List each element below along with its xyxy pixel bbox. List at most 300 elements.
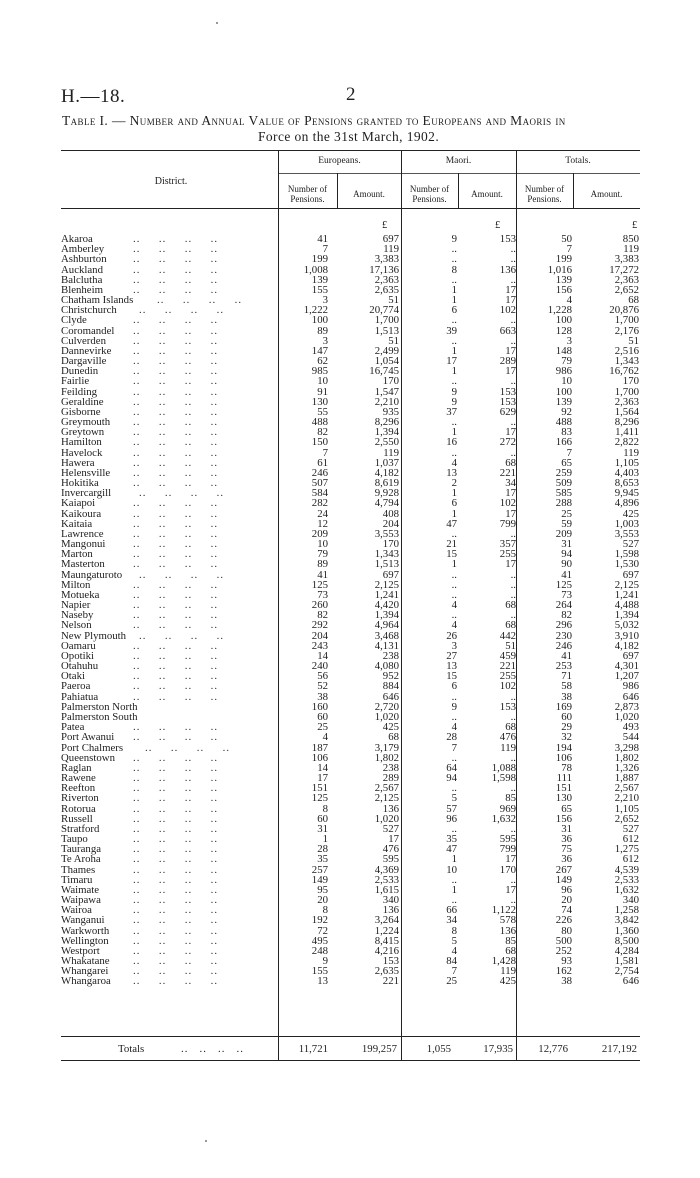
europeans-amount-cell: 408 xyxy=(382,507,399,520)
district-name: Dunedin xyxy=(61,365,99,378)
europeans-amount-cell: 884 xyxy=(382,680,399,693)
leader-dots: .. .. .. .. xyxy=(133,914,219,927)
maori-amount-cell: .. xyxy=(510,710,516,723)
europeans-number-cell: 9 xyxy=(322,955,328,968)
top-rule xyxy=(61,150,640,151)
totals-amount-cell: 2,516 xyxy=(614,344,639,357)
totals-number-header xyxy=(516,184,573,204)
page-number: 2 xyxy=(346,84,356,105)
europeans-number-cell: 1,222 xyxy=(303,304,328,317)
totals-amount-cell: 2,873 xyxy=(614,700,639,713)
maori-number-cell: 6 xyxy=(451,304,457,317)
totals-amount-cell: 1,105 xyxy=(614,802,639,815)
leader-dots: .. .. .. .. xyxy=(133,822,219,835)
europeans-amount-cell: 170 xyxy=(382,538,399,551)
maori-number-cell: .. xyxy=(451,527,457,540)
table-title-main: Number and Annual Value of Pensions granted to Europeans and Maoris in xyxy=(129,113,566,128)
europeans-number-cell: 1,008 xyxy=(303,263,328,276)
totals-amount-cell: 4,301 xyxy=(614,660,639,673)
leader-dots: .. .. .. .. xyxy=(133,497,219,510)
totals-amount-cell: 1,258 xyxy=(614,904,639,917)
totals-number-cell: 156 xyxy=(555,812,572,825)
europeans-amount-cell: 476 xyxy=(382,843,399,856)
maori-amount-cell: 153 xyxy=(499,395,516,408)
europeans-number-cell: 62 xyxy=(317,355,328,368)
maori-number-header xyxy=(401,184,458,204)
leader-dots: .. .. .. .. xyxy=(133,873,219,886)
europeans-number-cell: 13 xyxy=(317,975,328,988)
maori-number-cell: 1 xyxy=(451,487,457,500)
district-name: Waipawa xyxy=(61,894,101,907)
header-bottom-rule xyxy=(61,208,640,209)
europeans-amount-cell: 425 xyxy=(382,721,399,734)
maori-number-cell: 37 xyxy=(446,405,457,418)
europeans-amount-cell: 1,513 xyxy=(374,558,399,571)
maori-number-cell: .. xyxy=(451,416,457,429)
maori-amount-cell: 272 xyxy=(499,436,516,449)
totals-number-cell: 7 xyxy=(566,446,572,459)
totals-number-cell: 4 xyxy=(566,294,572,307)
maori-amount-cell: 68 xyxy=(505,944,516,957)
maori-number-cell: .. xyxy=(451,822,457,835)
maori-number-cell: .. xyxy=(451,243,457,256)
totals-number-cell: 79 xyxy=(561,355,572,368)
europeans-amount-cell: 2,499 xyxy=(374,344,399,357)
totals-number-cell: 73 xyxy=(561,588,572,601)
totals-number-cell: 156 xyxy=(555,283,572,296)
totals-amount-header: Amount. xyxy=(590,189,623,199)
totals-number-cell: 78 xyxy=(561,761,572,774)
totals-number-cell: 1,228 xyxy=(547,304,572,317)
leader-dots: .. .. .. .. xyxy=(133,802,219,815)
europeans-number-cell: 149 xyxy=(311,873,328,886)
district-name: Milton xyxy=(61,578,91,591)
totals-number-cell: 36 xyxy=(561,833,572,846)
totals-top-rule xyxy=(61,1036,640,1037)
europeans-amount-cell: 170 xyxy=(382,375,399,388)
totals-number-cell: 65 xyxy=(561,456,572,469)
totals-amount-cell: 1,343 xyxy=(614,355,639,368)
europeans-header: Europeans. xyxy=(318,156,361,166)
leader-dots: .. .. .. .. xyxy=(133,944,219,957)
district-name: Queenstown xyxy=(61,751,115,764)
totals-number-cell: 31 xyxy=(561,538,572,551)
maori-number-cell: 7 xyxy=(451,741,457,754)
europeans-amount-cell: 2,635 xyxy=(374,283,399,296)
maori-amount-cell: .. xyxy=(510,243,516,256)
europeans-amount-cell: 340 xyxy=(382,894,399,907)
europeans-amount-cell: 238 xyxy=(382,649,399,662)
totals-amount-cell: 697 xyxy=(622,568,639,581)
maori-amount-cell: 799 xyxy=(499,843,516,856)
maori-amount-cell: 153 xyxy=(499,233,516,245)
leader-dots: .. .. .. .. xyxy=(133,761,219,774)
leader-dots: .. .. .. .. xyxy=(133,263,219,276)
totals-amount-cell: 1,020 xyxy=(614,710,639,723)
leader-dots: .. .. .. .. xyxy=(133,365,219,378)
totals-number-cell: 288 xyxy=(555,497,572,510)
maori-number-cell: 1 xyxy=(451,426,457,439)
maori-amount-cell: 17 xyxy=(505,507,516,520)
leader-dots: .. .. .. .. xyxy=(133,690,219,703)
district-name: Waimate xyxy=(61,883,100,896)
europeans-amount-cell: 2,533 xyxy=(374,873,399,886)
maori-amount-cell: .. xyxy=(510,822,516,835)
totals-amount-cell: 1,105 xyxy=(614,456,639,469)
leader-dots: .. .. .. .. xyxy=(133,517,219,530)
europeans-amount-cell: 1,020 xyxy=(374,812,399,825)
leader-dots: .. .. .. .. xyxy=(133,375,219,388)
totals-amount-cell: 4,539 xyxy=(614,863,639,876)
maori-number-cell: 1 xyxy=(451,853,457,866)
maori-number-cell: 25 xyxy=(446,975,457,988)
totals-number-cell: 209 xyxy=(555,527,572,540)
totals-number-cell: 38 xyxy=(561,975,572,988)
europeans-number-cell: 282 xyxy=(311,497,328,510)
district-name: Port Chalmers xyxy=(61,741,124,754)
leader-dots: .. .. .. .. xyxy=(133,477,219,490)
maori-number-cell: 6 xyxy=(451,497,457,510)
leader-dots: .. .. .. .. xyxy=(133,782,219,795)
maori-amount-cell: 629 xyxy=(499,405,516,418)
europeans-amount-cell: 1,547 xyxy=(374,385,399,398)
totals-amount-cell: 2,652 xyxy=(614,812,639,825)
district-name: Riverton xyxy=(61,792,99,805)
district-name: Patea xyxy=(61,721,85,734)
europeans-amount-cell: 4,369 xyxy=(374,863,399,876)
totals-number-cell: 29 xyxy=(561,721,572,734)
maori-number-cell: .. xyxy=(451,690,457,703)
europeans-number-cell: 24 xyxy=(317,507,328,520)
europeans-number-cell: 17 xyxy=(317,772,328,784)
district-name: Clyde xyxy=(61,314,87,327)
europeans-amount-cell: 4,131 xyxy=(374,639,399,652)
totals-number-cell: 230 xyxy=(555,629,572,642)
europeans-amount-cell: 20,774 xyxy=(369,304,399,317)
europeans-amount-cell: 1,020 xyxy=(374,710,399,723)
table-row xyxy=(61,700,640,713)
totals-amount-cell: 2,210 xyxy=(614,792,639,805)
totals-number-cell: 25 xyxy=(561,507,572,520)
totals-amount-cell: 3,910 xyxy=(614,629,639,642)
europeans-amount-cell: 3,383 xyxy=(374,253,399,266)
district-name: Reefton xyxy=(61,782,96,795)
district-name: Paeroa xyxy=(61,680,91,693)
totals-header: Totals. xyxy=(565,156,591,166)
leader-dots: .. .. .. .. xyxy=(133,253,219,266)
maori-number-cell: 8 xyxy=(451,263,457,276)
maori-number-cell: .. xyxy=(451,609,457,622)
totals-number-cell: 60 xyxy=(561,710,572,723)
maori-amount-cell: 255 xyxy=(499,670,516,683)
maori-number-cell: 4 xyxy=(451,944,457,957)
europeans-amount-cell: 204 xyxy=(382,517,399,530)
europeans-amount-cell: 697 xyxy=(382,568,399,581)
district-name: Havelock xyxy=(61,446,103,459)
maori-number-cell: .. xyxy=(451,568,457,581)
totals-amount-cell: 9,945 xyxy=(614,487,639,500)
maori-amount-cell: 1,632 xyxy=(491,812,516,825)
totals-number-cell: 162 xyxy=(555,965,572,978)
maori-number-cell: 34 xyxy=(446,914,457,927)
maori-number-cell: 9 xyxy=(451,395,457,408)
totals-number-cell: 169 xyxy=(555,700,572,713)
europeans-number-cell: 12 xyxy=(317,517,328,530)
totals-number-cell: 166 xyxy=(555,436,572,449)
europeans-number-cell: 147 xyxy=(311,344,328,357)
district-name: Taupo xyxy=(61,833,88,846)
leader-dots: .. .. .. .. xyxy=(139,487,225,500)
europeans-number-cell: 160 xyxy=(311,700,328,713)
totals-number-cell: 509 xyxy=(555,477,572,490)
europeans-amount-cell: 4,216 xyxy=(374,944,399,957)
table-title-line2: Force on the 31st March, 1902. xyxy=(258,129,440,144)
totals-number-cell: 83 xyxy=(561,426,572,439)
totals-amount-cell: 612 xyxy=(622,853,639,866)
leader-dots: .. .. .. .. xyxy=(139,568,225,581)
totals-number-cell: 65 xyxy=(561,802,572,815)
leader-dots: .. .. .. .. xyxy=(133,385,219,398)
totals-number-cell: 90 xyxy=(561,558,572,571)
europeans-number-cell: 60 xyxy=(317,812,328,825)
leader-dots: .. .. .. .. xyxy=(133,843,219,856)
maori-amount-cell: 85 xyxy=(505,934,516,947)
speck xyxy=(216,22,218,24)
europeans-number-cell: 8 xyxy=(322,904,328,917)
maori-number-cell: 8 xyxy=(451,924,457,937)
totals-amount-cell: 1,887 xyxy=(614,772,639,784)
maori-amount-cell: .. xyxy=(510,751,516,764)
district-name: Blenheim xyxy=(61,283,103,296)
europeans-amount-cell: 153 xyxy=(382,955,399,968)
totals-amount-cell: 4,896 xyxy=(614,497,639,510)
maori-number-cell: 10 xyxy=(446,863,457,876)
maori-number-cell: .. xyxy=(451,446,457,459)
district-name: Rotorua xyxy=(61,802,96,815)
totals-number-cell: 92 xyxy=(561,405,572,418)
leader-dots: .. .. .. .. xyxy=(133,558,219,571)
totals-number-cell: 151 xyxy=(555,782,572,795)
europeans-number-cell: 10 xyxy=(317,375,328,388)
totals-number-cell: 253 xyxy=(555,660,572,673)
maori-number-cell: 1 xyxy=(451,883,457,896)
maori-amount-cell: 357 xyxy=(499,538,516,551)
district-name: Port Awanui xyxy=(61,731,115,744)
totals-number-cell: 259 xyxy=(555,466,572,479)
europeans-number-cell: 31 xyxy=(317,822,328,835)
europeans-amount-cell: 17 xyxy=(388,833,399,846)
europeans-amount-cell: 3,264 xyxy=(374,914,399,927)
europeans-number-cell: 8 xyxy=(322,802,328,815)
district-name: Motueka xyxy=(61,588,100,601)
group-rule xyxy=(278,173,640,174)
totals-label: Totals xyxy=(118,1043,145,1055)
leader-dots: .. .. .. .. xyxy=(133,619,219,632)
europeans-number-cell: 89 xyxy=(317,324,328,337)
totals-amount-cell: 1,207 xyxy=(614,670,639,683)
europeans-number-cell: 292 xyxy=(311,619,328,632)
maori-amount-cell: .. xyxy=(510,690,516,703)
maori-number-cell: 66 xyxy=(446,904,457,917)
maori-number-cell: 9 xyxy=(451,700,457,713)
europeans-number-cell: 125 xyxy=(311,578,328,591)
totals-amount-cell: 646 xyxy=(622,690,639,703)
district-name: Naseby xyxy=(61,609,94,622)
maori-amount-cell: 255 xyxy=(499,548,516,561)
europeans-amount-cell: 2,125 xyxy=(374,578,399,591)
totals-number-cell: 296 xyxy=(555,619,572,632)
district-name: Balclutha xyxy=(61,273,103,286)
europeans-number-cell: 60 xyxy=(317,710,328,723)
maori-amount-cell: 153 xyxy=(499,700,516,713)
europeans-number-cell: 3 xyxy=(322,294,328,307)
district-name: Russell xyxy=(61,812,93,825)
totals-amount-cell: 2,125 xyxy=(614,578,639,591)
header-line: Pensions. xyxy=(412,194,447,204)
maori-number-cell: 47 xyxy=(446,843,457,856)
europeans-number-cell: 79 xyxy=(317,548,328,561)
europeans-amount-cell: 51 xyxy=(388,294,399,307)
totals-number-cell: 82 xyxy=(561,609,572,622)
maori-number-cell: 35 xyxy=(446,833,457,846)
totals-amount-cell: 2,754 xyxy=(614,965,639,978)
totals-amount-cell: 1,326 xyxy=(614,761,639,774)
maori-amount-cell: 119 xyxy=(500,741,516,754)
district-name: Opotiki xyxy=(61,649,94,662)
totals-amount-cell: 646 xyxy=(622,975,639,988)
totals-amount-cell: 2,652 xyxy=(614,283,639,296)
totals-number-cell: 986 xyxy=(555,365,572,378)
europeans-number-cell: 41 xyxy=(317,568,328,581)
europeans-number-cell: 125 xyxy=(311,792,328,805)
bottom-rule xyxy=(61,1060,640,1061)
maori-amount-cell: 17 xyxy=(505,558,516,571)
district-name: Wanganui xyxy=(61,914,105,927)
maori-amount-cell: .. xyxy=(510,578,516,591)
europeans-amount-cell: 4,964 xyxy=(374,619,399,632)
europeans-number-cell: 55 xyxy=(317,405,328,418)
europeans-amount-cell: 1,241 xyxy=(374,588,399,601)
totals-amount-cell: 1,275 xyxy=(614,843,639,856)
totals-number-cell: 74 xyxy=(561,904,572,917)
maori-amount-cell: 51 xyxy=(505,639,516,652)
europeans-number-cell: 61 xyxy=(317,456,328,469)
maori-amount-cell: .. xyxy=(510,568,516,581)
totals-number-cell: 264 xyxy=(555,599,572,612)
totals-amount-cell: 2,567 xyxy=(614,782,639,795)
totals-amount-cell: 68 xyxy=(628,294,639,307)
totals-number-cell: 194 xyxy=(555,741,572,754)
totals-amount-cell: 2,533 xyxy=(614,873,639,886)
leader-dots: .. .. .. .. xyxy=(133,649,219,662)
europeans-number-cell: 4 xyxy=(322,731,328,744)
europeans-amount-cell: 1,513 xyxy=(374,324,399,337)
europeans-amount-cell: 3,553 xyxy=(374,527,399,540)
maori-amount-cell: .. xyxy=(510,782,516,795)
district-name: Kaitaia xyxy=(61,517,93,530)
europeans-number-cell: 495 xyxy=(311,934,328,947)
maori-number-cell: .. xyxy=(451,588,457,601)
maori-number-cell: 64 xyxy=(446,761,457,774)
totals-number-cell: 100 xyxy=(555,385,572,398)
district-name: Palmerston North xyxy=(61,700,138,713)
leader-dots: .. .. .. .. xyxy=(133,395,219,408)
maori-number-cell: 26 xyxy=(446,629,457,642)
europeans-number-cell: 89 xyxy=(317,558,328,571)
totals-amount-cell: 119 xyxy=(623,243,639,256)
europeans-amount-cell: 952 xyxy=(382,670,399,683)
maori-number-cell: 5 xyxy=(451,792,457,805)
maori-amount-cell: 102 xyxy=(499,680,516,693)
europeans-amount-cell: 119 xyxy=(383,446,399,459)
maori-number-cell: 2 xyxy=(451,477,457,490)
maori-number-cell: 1 xyxy=(451,283,457,296)
leader-dots: .. .. .. .. xyxy=(133,405,219,418)
totals-number-cell: 36 xyxy=(561,853,572,866)
leader-dots: .. .. .. .. xyxy=(133,334,219,347)
totals-amount-cell: 17,272 xyxy=(609,263,639,276)
maori-amount-cell: 17 xyxy=(505,365,516,378)
maori-number-cell: .. xyxy=(451,253,457,266)
district-name: Maungaturoto xyxy=(61,568,123,581)
totals-number-cell: 106 xyxy=(555,751,572,764)
totals-amount-cell: 1,360 xyxy=(614,924,639,937)
maori-number-cell: 13 xyxy=(446,466,457,479)
totals-amount-cell: 697 xyxy=(622,649,639,662)
maori-amount-cell: .. xyxy=(510,609,516,622)
europeans-amount-cell: 3,179 xyxy=(374,741,399,754)
district-name: Raglan xyxy=(61,761,92,774)
europeans-number-cell: 14 xyxy=(317,649,328,662)
maori-amount-cell: 442 xyxy=(499,629,516,642)
leader-dots: .. .. .. .. xyxy=(133,548,219,561)
maori-number-cell: .. xyxy=(451,334,457,347)
leader-dots: .. .. .. .. xyxy=(133,243,219,256)
europeans-amount-cell: 221 xyxy=(382,975,399,988)
speck xyxy=(205,1140,207,1142)
maori-amount-cell: .. xyxy=(510,273,516,286)
leader-dots: .. .. .. .. xyxy=(133,446,219,459)
totals-number-cell: 111 xyxy=(556,772,572,784)
europeans-amount-cell: 4,420 xyxy=(374,599,399,612)
europeans-amount-cell: 1,224 xyxy=(374,924,399,937)
leader-dots: .. .. .. .. xyxy=(133,934,219,947)
district-name: Greytown xyxy=(61,426,105,439)
totals-totals-number: 12,776 xyxy=(538,1043,568,1055)
totals-amount-cell: 4,182 xyxy=(614,639,639,652)
maori-number-cell: 1 xyxy=(451,294,457,307)
leader-dots: .. .. .. .. xyxy=(133,924,219,937)
totals-number-cell: 252 xyxy=(555,944,572,957)
leader-dots: .. .. .. .. xyxy=(133,609,219,622)
district-name: Hawera xyxy=(61,456,95,469)
europeans-amount-cell: 1,037 xyxy=(374,456,399,469)
leader-dots: .. .. .. .. xyxy=(157,294,243,307)
district-name: Mangonui xyxy=(61,538,106,551)
europeans-amount-cell: 9,928 xyxy=(374,487,399,500)
leader-dots: .. .. .. .. xyxy=(133,812,219,825)
district-name: Ashburton xyxy=(61,253,107,266)
maori-number-cell: 96 xyxy=(446,812,457,825)
header-line: Pensions. xyxy=(527,194,562,204)
europeans-amount-cell: 2,567 xyxy=(374,782,399,795)
totals-amount-cell: 3,842 xyxy=(614,914,639,927)
totals-amount-cell: 527 xyxy=(622,538,639,551)
totals-number-cell: 128 xyxy=(555,324,572,337)
maori-amount-cell: 595 xyxy=(499,833,516,846)
district-name: Hokitika xyxy=(61,477,99,490)
leader-dots: .. .. .. .. xyxy=(133,527,219,540)
